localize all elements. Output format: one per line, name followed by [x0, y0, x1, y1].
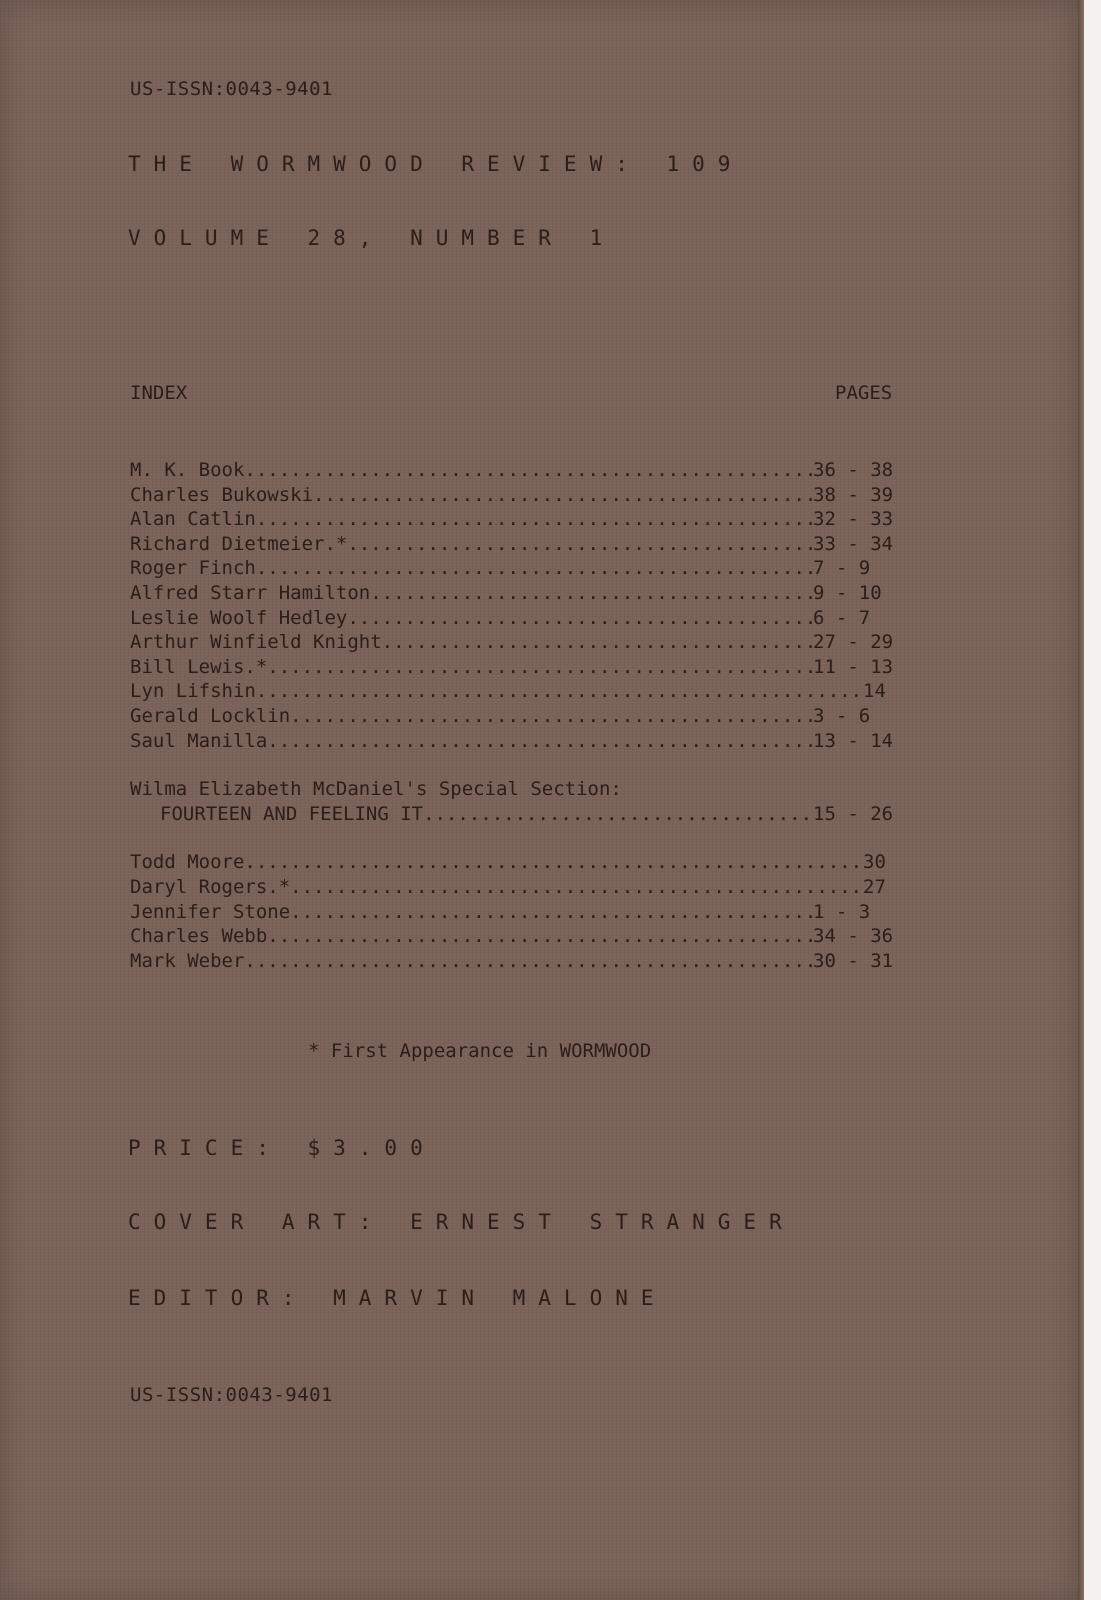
index-entry [130, 850, 925, 875]
contributor-name: M. K. Book [130, 459, 245, 481]
leader-dots [256, 507, 813, 532]
index-entry [130, 556, 925, 581]
page-range: 6 - 7 [813, 606, 871, 629]
leader-dots [370, 581, 813, 606]
leader-dots [267, 655, 813, 680]
leader-dots [290, 900, 813, 925]
page-range: 34 - 36 [813, 925, 894, 948]
contributor-name: Mark Weber [130, 949, 245, 972]
pages-header: PAGES [835, 382, 893, 404]
index-entry [130, 606, 925, 631]
index-entry [130, 729, 925, 754]
page-range: 32 - 33 [813, 508, 894, 531]
leader-dots [244, 949, 813, 974]
index-entry [130, 581, 925, 606]
index-entry [130, 949, 925, 974]
leader-dots [382, 630, 813, 655]
leader-dots [267, 924, 813, 949]
page-range: 1 - 3 [813, 900, 871, 923]
contributor-name: Charles Bukowski [130, 483, 314, 506]
page-range: 9 - 10 [813, 581, 882, 604]
index-entry [130, 483, 925, 508]
contributor-name: Todd Moore [130, 851, 245, 874]
leader-dots [313, 483, 813, 508]
first-appearance-footnote: * First Appearance in WORMWOOD [308, 1040, 652, 1062]
issn-top: US-ISSN:0043-9401 [130, 78, 333, 100]
cover-art-credit: COVER ART: ERNEST STRANGER [128, 1210, 795, 1234]
leader-dots [256, 556, 813, 581]
contributor-name: Roger Finch [130, 557, 256, 580]
contributor-name: Richard Dietmeier.* [130, 532, 348, 555]
leader-dots [290, 875, 863, 900]
spacer [130, 826, 925, 850]
page-range: 13 - 14 [813, 729, 894, 752]
page-range: 33 - 34 [813, 532, 894, 555]
page-edge [1078, 0, 1084, 1600]
contributor-name: Alan Catlin [130, 508, 256, 531]
contributor-name: Jennifer Stone [130, 900, 291, 923]
leader-dots [256, 679, 863, 704]
editor-credit: EDITOR: MARVIN MALONE [128, 1286, 667, 1310]
index-entry [130, 704, 925, 729]
leader-dots [347, 532, 813, 557]
index-entry [130, 532, 925, 557]
contributor-name: Lyn Lifshin [130, 680, 256, 703]
leader-dots [423, 802, 813, 827]
index-header: INDEX [130, 382, 188, 404]
page-range: 3 - 6 [813, 704, 871, 727]
page-range: 27 [863, 875, 886, 898]
contributor-name: Bill Lewis.* [130, 655, 268, 678]
price: PRICE: $3.00 [128, 1136, 436, 1160]
index-entry [130, 875, 925, 900]
leader-dots [290, 704, 813, 729]
contributor-name: Leslie Woolf Hedley [130, 606, 348, 629]
leader-dots [347, 606, 813, 631]
page-range: 38 - 39 [813, 483, 894, 506]
contributor-name: Daryl Rogers.* [130, 875, 291, 898]
leader-dots [267, 729, 813, 754]
contributor-name: Alfred Starr Hamilton [130, 581, 371, 604]
volume-number: VOLUME 28, NUMBER 1 [128, 226, 616, 250]
issn-bottom: US-ISSN:0043-9401 [130, 1384, 333, 1406]
contributor-name: Charles Webb [130, 925, 268, 948]
page-range: 7 - 9 [813, 557, 871, 580]
contributor-name: Saul Manilla [130, 729, 268, 752]
index-entry [130, 655, 925, 680]
page-range: 14 [863, 680, 886, 703]
leader-dots [244, 458, 813, 483]
index-entry [130, 900, 925, 925]
page-range: 36 - 38 [813, 459, 894, 481]
special-section-heading: Wilma Elizabeth McDaniel's Special Section: [130, 778, 622, 801]
index-entry [130, 679, 925, 704]
special-section-entry [130, 802, 925, 827]
index-entry [130, 458, 925, 483]
leader-dots [244, 850, 863, 875]
spacer [130, 753, 925, 777]
special-section-title: FOURTEEN AND FEELING IT [160, 802, 424, 825]
page-range: 27 - 29 [813, 631, 894, 654]
page-range: 30 - 31 [813, 949, 894, 972]
page-range: 15 - 26 [813, 802, 894, 825]
index-entry [130, 507, 925, 532]
index-entry [130, 924, 925, 949]
contents-index [130, 458, 925, 973]
magazine-title: THE WORMWOOD REVIEW: 109 [128, 152, 744, 176]
page-range: 30 [863, 851, 886, 874]
index-entry [130, 630, 925, 655]
contributor-name: Arthur Winfield Knight [130, 631, 382, 654]
contributor-name: Gerald Locklin [130, 704, 291, 727]
page-range: 11 - 13 [813, 655, 894, 678]
